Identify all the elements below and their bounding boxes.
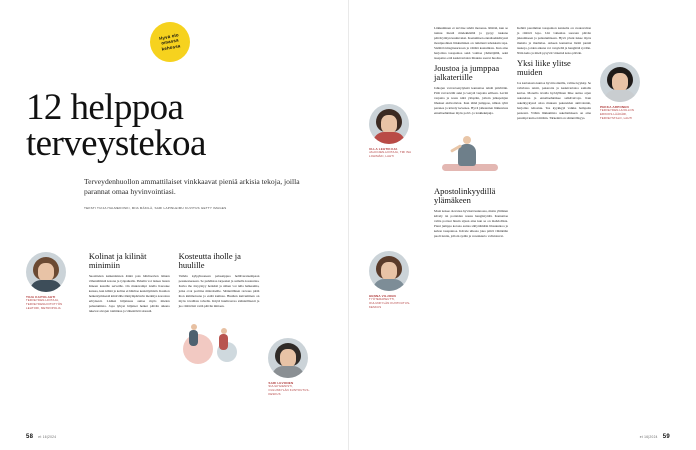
figure-illustration — [452, 136, 482, 168]
portrait-caption — [369, 294, 413, 310]
portrait-caption — [268, 381, 312, 397]
section-title-apostolinkyydilla: Apostolinkyydillä ylämäkeen — [434, 185, 496, 205]
left-column-4 — [268, 252, 328, 424]
section-body-apostolinkyydilla — [434, 209, 508, 239]
portrait-name: ULLA LEHTIKUJA — [369, 147, 398, 151]
section-body-jalkaterille — [434, 86, 508, 116]
left-article-grid — [26, 252, 328, 424]
decorative-blob — [183, 334, 213, 364]
right-article-grid — [369, 26, 670, 424]
left-column-1 — [26, 252, 80, 424]
body-paragraph: Jos kartanasta kuntoa hyvinvoinnille, valitse kyykky. Se vahvistaa reisiä, pakaroita ja keskivartaloa samalla kertaa. Monella tavalla hyödyllinen liike auttaa arjen askareissa ja ennaltaehkäisee selkävaivoja. Kun askelkyykyssä ottaa mukaan pakareiden aktivoinnin, harjoitus tehostuu. Tee kyykkyjä vaikka hampaita pestessä. Vähän liikkumista askeltamiseen on aina parempi kuin ei mitään. Tärkeintä on säännöllisyys. — [517, 80, 591, 120]
portrait-name: HENNA VILJOEN — [369, 294, 396, 299]
footer-left — [26, 434, 322, 440]
avatar — [26, 252, 66, 292]
page-number-right: 59 — [662, 434, 670, 440]
portrait-caption — [26, 295, 70, 311]
body-shape — [30, 280, 62, 292]
right-column-4 — [600, 26, 656, 424]
body-shape — [373, 279, 405, 291]
credits: TEKSTI TUIJA HALMEKOSKI, MIIA MÄKILÄ, SARI LAPINLEIMU KUVITUS GETTY IMAGES — [84, 206, 227, 211]
left-column-3 — [179, 252, 260, 424]
left-column-2 — [89, 252, 170, 424]
illustration-people — [179, 314, 260, 370]
portrait-name: TIIJA KAITOLAHTI — [26, 295, 56, 299]
right-page — [348, 0, 696, 450]
avatar — [600, 62, 640, 102]
right-column-3 — [517, 26, 591, 424]
body-paragraph: Mont kokee olevansa hyvässä kunnossa, mutta ylämäen kävely tai portaiden nousu hengästyttää. Kannattaa valita portaat hissin sijaan aina kun se on mahdollista. Pieni jumppa kotona auttaa säilyttämään lihaskuntoa ja kehon tasapainoa. Kävele ulkona joka päivä vähintään puoli tuntia, jolloin sydän ja verenkierto vahvistuvat. — [434, 208, 508, 238]
portrait-name: PEKKA ARPONEN — [600, 105, 629, 109]
section-title-yksi-liike: Yksi liike ylitse muiden — [517, 57, 571, 77]
body-paragraph: Kehitä paremman tasapainon kannalta on ruokavalion ja riittävä lepo. Uni vaikuttaa suoraan päivän jaksamiseen ja palautumiseen. Hyvä yöuni tukee myös muistia ja mielialaa. Arkeen kannattaa lisätä pieniä taukoja, joiden aikana voi venytellä ja hengittää syvään. Näin keho ja mieli pysyvät virkeinä koko päivän. — [517, 26, 591, 55]
page-title — [26, 87, 328, 165]
portrait-role: TERVEYDEN-HUOLLON ERIKOIS-LÄÄKÄRI, TERVEYSTALO, LAHTI — [600, 108, 635, 121]
body-paragraph: Vaihda kylpyhuoneen palasaippua hellävaraisempaan pesunesteeseen. Se puhdistaa tarpeeksi ja samalla kosteuttaa. Kuiva iho ärsyyntyy herkästi ja siihen voi tulla halkeamia, jotka ovat porttina mikrobeille. Säännöllinen rasvaus pitää ihon kimmoisana ja estää kutinaa. Huulien kuivuminen on myös tavallista talvella. Käytä huulirasvaa säännöllisesti ja juo riittävästi vettä päivän mittaan. — [178, 274, 260, 308]
body-paragraph: Jalkojen varvasvenytyksiä kannattaa tehdä päivittäin. Pidä varvasvälit auki ja venytä varpaita erilleen. Levitä varpaita ja nosta niitä ylöspäin, jolloin jalkapohjan lihakset aktivoituvat. Kun tämä jumppaa, nilkan ryhti paranee ja kävely kevenee. Hyvä jalkaterien liikkuvuus ennaltaehkäisee myös polvi- ja lonkkakipuja. — [434, 85, 508, 115]
figure-torso — [219, 334, 228, 350]
portrait-name: SARI LEVONEN — [268, 381, 294, 385]
footer-right — [369, 434, 670, 440]
right-column-2 — [434, 26, 508, 424]
section-body-kolinat — [89, 274, 170, 314]
figure-torso — [189, 330, 198, 346]
portrait-caption — [369, 147, 413, 159]
section-body-yksi-liike — [517, 81, 591, 121]
continued-body-right — [517, 26, 591, 56]
issue-label-left: et 16|2024 — [38, 435, 57, 439]
headline-line-1: 12 helppoa — [26, 87, 184, 128]
portrait-role: SUUHYGIENISTI, OULUNKYLÄN KUNTOUTUS-KESKUS — [268, 384, 310, 397]
portrait-role: TERVEYDEN-HOITAJA, TERVEYDENHOITOTYÖN LEHTORI, METROPOLIA — [26, 298, 63, 311]
avatar — [268, 338, 308, 378]
body-paragraph: Suosittelen kaikenlaisten ääniä pois häiritsevien äänien vähentämistä kotona ja työpaikalla. Puhelin voi laskea lasten ääneen kaasille serveille. On mukavampi istella Karaoke kanssa, kun kilinä ja kolina ei häiritse keskittymistä. Kauhon heikentymisestä kärsivälle ääniympäristön merkitys korostuu erityisesti. Lisäksi hiljaisuus auttaa myös mielen palautumista. Jopa lyhyet hiljaiset hetket päivän aikana tukevat aivojen toimintaa ja vähentävät stressiä. — [88, 274, 170, 313]
section-title-jalkaterille: Joustoa ja jumppaa jalkateriille — [434, 62, 500, 82]
portrait-role: TYÖTERAPEUTTI, OULUNKYLÄN KUNTOUTUS-KESKUS — [369, 297, 411, 310]
avatar — [369, 251, 409, 291]
portrait-caption — [600, 105, 644, 121]
section-body-kosteutta — [179, 274, 260, 309]
deck-text: Terveydenhuollon ammattilaiset vinkkaavat pieniä arkisia tekoja, joilla parannat omaa hyvinvointiasi. — [84, 176, 300, 196]
issue-label-right: et 16|2024 — [639, 435, 658, 439]
badge-hyva-olo: Hyvä olo omassa kehossa — [147, 19, 194, 66]
section-title-kolinat: Kolinat ja kilinät minimiin — [88, 251, 147, 271]
body-shape — [272, 366, 304, 378]
avatar — [369, 104, 409, 144]
continued-body-top — [434, 26, 508, 61]
figure-head — [463, 136, 471, 144]
page-number-left: 58 — [26, 434, 34, 440]
body-paragraph: Liikkuminen ei tarvitse tehdä monessa. Riittää, kun se tuntuu hiestä mielekkäältä ja pysyy tuskana päivärytmyn kuuluvaksi. Kaatumisen ennaltaehkäisyssä monipuolinen liikkuminen on tutkitusti tehokkain tapa. Sisältöä imaginaariosan ja väitätä kaatumista. Kun aina harjoittaa tasapainoa sekä voimaa yhdistäjällä, sekä tasapaino ertä keskivartalon lihaksia saavat huoltaa. — [434, 26, 508, 60]
illustration-yoga — [434, 120, 508, 182]
section-title-kosteutta: Kosteutta iholle ja huulille — [178, 251, 241, 271]
body-shape — [373, 132, 405, 144]
portrait-role: JALKOJEN-HOITAJA, TMI INA LOHIMÄKI, LAHTI — [369, 150, 412, 159]
right-column-1 — [369, 26, 425, 424]
headline-line-2: terveystekoa — [26, 123, 206, 165]
body-shape — [604, 90, 636, 102]
